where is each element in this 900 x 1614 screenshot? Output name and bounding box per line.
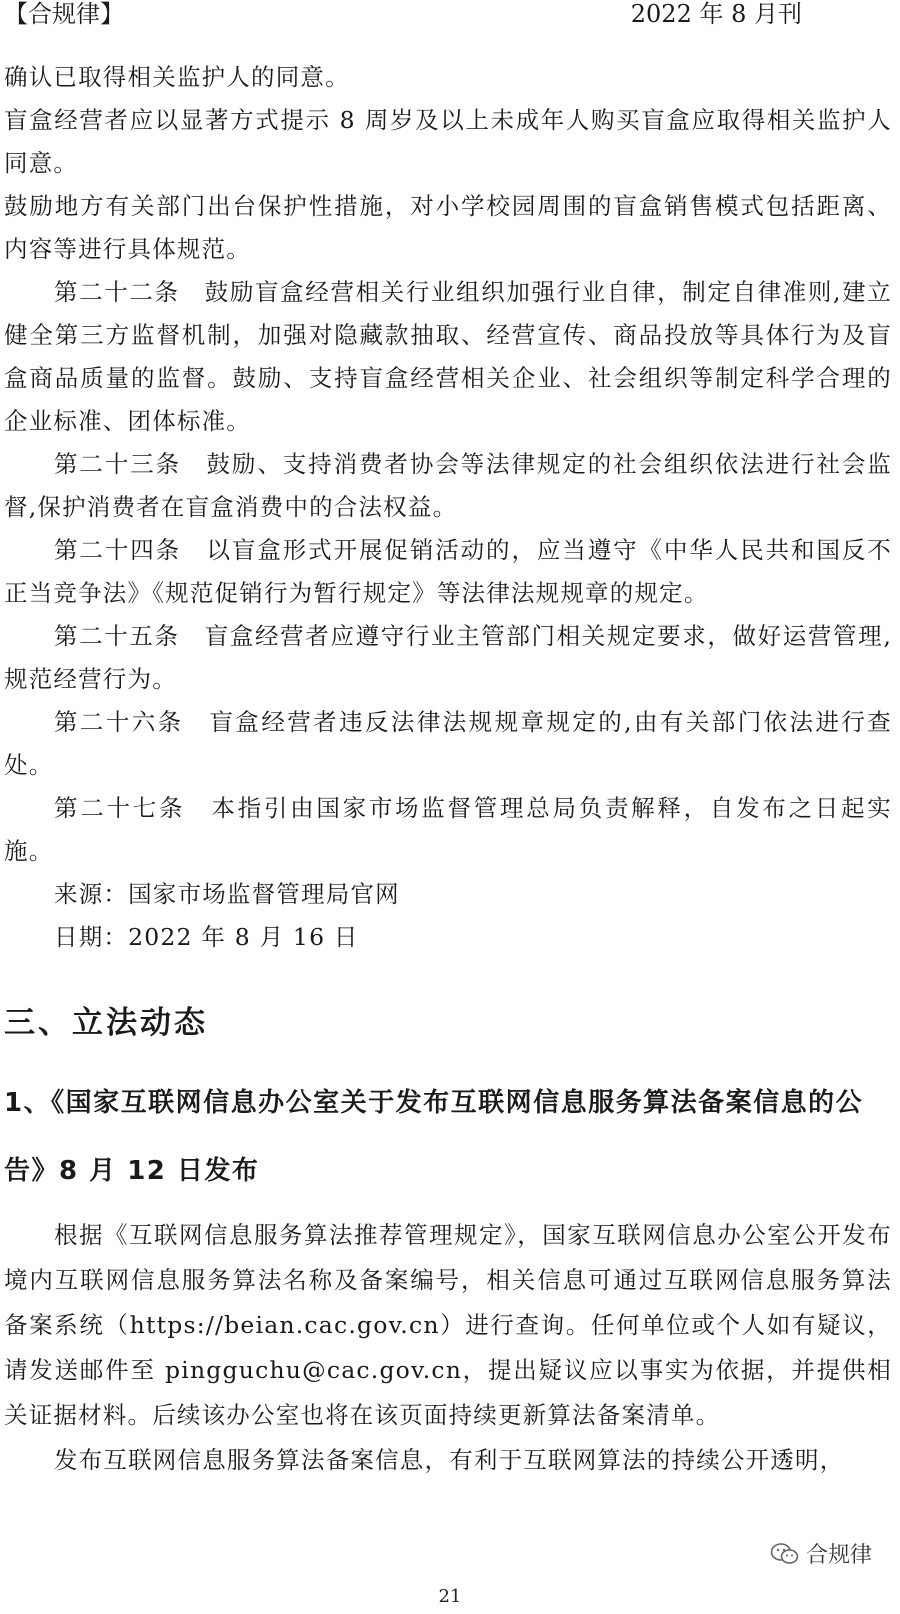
- article-23: 第二十三条 鼓励、支持消费者协会等法律规定的社会组织依法进行社会监督,保护消费者在盲盒消费中的合法权益。: [4, 450, 892, 521]
- wechat-watermark: [770, 1538, 872, 1569]
- page-header: [0, 0, 900, 34]
- announcement-title: 1、《国家互联网信息办公室关于发布互联网信息服务算法备案信息的公告》8 月 12 日发布: [4, 1088, 864, 1186]
- paragraph: 鼓励地方有关部门出台保护性措施，对小学校园周围的盲盒销售模式包括距离、内容等进行具体规范。: [4, 192, 892, 263]
- paragraph: 盲盒经营者应以显著方式提示 8 周岁及以上未成年人购买盲盒应取得相关监护人同意。: [4, 106, 892, 177]
- journal-name: 【合规律】: [4, 0, 124, 28]
- paragraph: 确认已取得相关监护人的同意。: [4, 63, 350, 91]
- paragraph: 根据《互联网信息服务算法推荐管理规定》，国家互联网信息办公室公开发布境内互联网信息服务算法名称及备案编号，相关信息可通过互联网信息服务算法备案系统（https://beian.cac.gov.cn）进行查询。任何单位或个人如有疑议，请发送邮件至 pingguchu@cac.gov.cn，提出疑议应以事实为依据，并提供相关证据材料。后续该办公室也将在该页面持续更新算法备案清单。: [4, 1221, 892, 1429]
- announcement-body: [4, 1213, 892, 1483]
- date-line: 日期：2022 年 8 月 16 日: [54, 923, 359, 951]
- wechat-icon: [770, 1542, 800, 1566]
- article-25: 第二十五条 盲盒经营者应遵守行业主管部门相关规定要求，做好运营管理,规范经营行为。: [4, 622, 892, 693]
- paragraph: 发布互联网信息服务算法备案信息，有利于互联网算法的持续公开透明，: [54, 1446, 845, 1474]
- section-title: 三、立法动态: [4, 1005, 208, 1041]
- article-24: 第二十四条 以盲盒形式开展促销活动的，应当遵守《中华人民共和国反不正当竞争法》《规范促销行为暂行规定》等法律法规规章的规定。: [4, 536, 892, 607]
- page-number: 21: [438, 1586, 462, 1607]
- source-line: 来源：国家市场监督管理局官网: [54, 880, 400, 908]
- issue-date: 2022 年 8 月刊: [630, 0, 802, 28]
- document-body: [4, 56, 892, 1483]
- article-26: 第二十六条 盲盒经营者违反法律法规规章规定的,由有关部门依法进行查处。: [4, 708, 892, 779]
- article-27: 第二十七条 本指引由国家市场监督管理总局负责解释，自发布之日起实施。: [4, 794, 892, 865]
- article-22: 第二十二条 鼓励盲盒经营相关行业组织加强行业自律，制定自律准则,建立健全第三方监督机制，加强对隐藏款抽取、经营宣传、商品投放等具体行为及盲盒商品质量的监督。鼓励、支持盲盒经营相关企业、社会组织等制定科学合理的企业标准、团体标准。: [4, 278, 892, 435]
- watermark-text: 合规律: [805, 1543, 872, 1568]
